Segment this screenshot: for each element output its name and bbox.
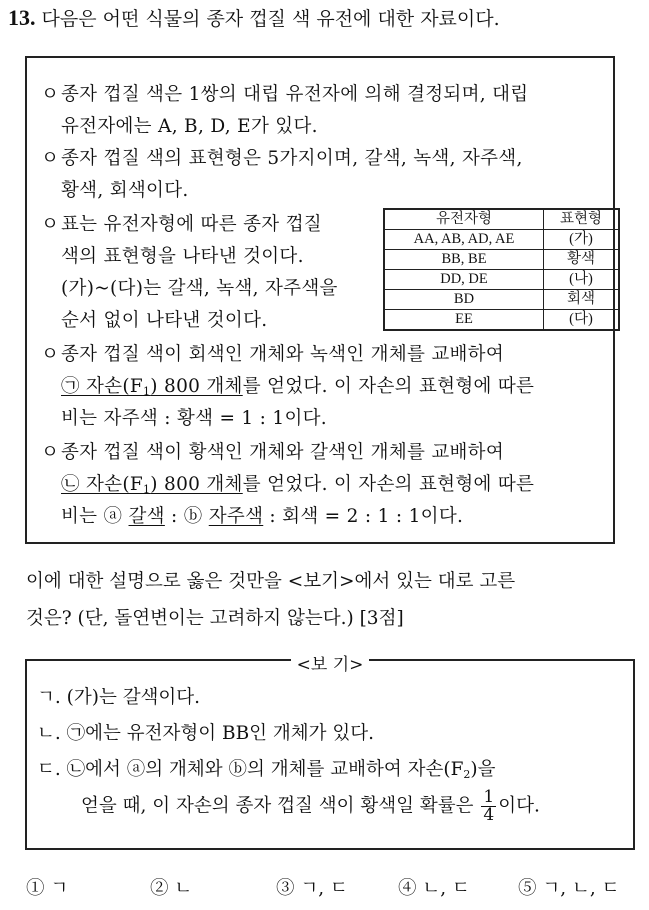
bullet-icon: ㅇ — [41, 84, 60, 105]
info-point-4-line-3: 비는 자주색 : 황색 = 1 : 1이다. — [61, 408, 327, 429]
choice-5[interactable]: ⑤ ㄱ, ㄴ, ㄷ — [518, 878, 620, 899]
info-point-2-line-2: 황색, 회색이다. — [61, 180, 189, 201]
table-cell: AA, AB, AD, AE — [384, 230, 544, 250]
info-point-2-line-1: ㅇ종자 껍질 색의 표현형은 5가지이며, 갈색, 녹색, 자주색, — [41, 144, 523, 170]
offspring-1-label: ㉠ 자손$(F_1)$ 800 개체 — [61, 376, 243, 398]
question-stem: 다음은 어떤 식물의 종자 껍질 색 유전에 대한 자료이다. — [41, 8, 500, 30]
bogi-box — [25, 655, 635, 850]
table-row — [384, 310, 619, 331]
bullet-icon: ㅇ — [41, 214, 60, 235]
brown-label: 갈색 — [128, 506, 165, 527]
bullet-icon: ㅇ — [41, 442, 60, 463]
genotype-table — [383, 208, 620, 331]
table-cell: (나) — [544, 270, 620, 290]
choice-4[interactable]: ④ ㄴ, ㄷ — [398, 878, 470, 899]
table-row — [384, 250, 619, 270]
table-row — [384, 290, 619, 310]
table-row — [384, 270, 619, 290]
fraction: $\frac{1}{4}$ — [483, 787, 495, 825]
bullet-icon: ㅇ — [41, 344, 60, 365]
table-cell: DD, DE — [384, 270, 544, 290]
info-point-1-line-2: 유전자에는 A, B, D, E가 있다. — [61, 116, 318, 137]
choice-1[interactable]: ① ㄱ — [26, 878, 69, 899]
purple-label: 자주색 — [208, 506, 264, 527]
bogi-title: <보 기> — [27, 650, 633, 675]
info-point-5-line-1: ㅇ종자 껍질 색이 황색인 개체와 갈색인 개체를 교배하여 — [41, 438, 504, 464]
bogi-item-c-line-1: ㄷ. ㉡에서 ⓐ의 개체와 ⓑ의 개체를 교배하여 자손$(F_2)$을 — [37, 759, 496, 781]
lead-line-1: 이에 대한 설명으로 옳은 것만을 <보기>에서 있는 대로 고른 — [26, 571, 516, 592]
bogi-item-c-line-2: 얻을 때, 이 자손의 종자 껍질 색이 황색일 확률은 $\frac{1}{4}$ 이다. — [81, 787, 540, 825]
table-cell: 회색 — [544, 290, 620, 310]
table-header-row — [384, 209, 619, 230]
info-point-3-line-2: 색의 표현형을 나타낸 것이다. — [61, 246, 304, 267]
choice-2[interactable]: ② ㄴ — [150, 878, 193, 899]
offspring-2-label: ㉡ 자손$(F_1)$ 800 개체 — [61, 474, 243, 496]
question-number: 13. — [8, 5, 36, 30]
info-point-4-line-1: ㅇ종자 껍질 색이 회색인 개체와 녹색인 개체를 교배하여 — [41, 340, 504, 366]
lead-line-2: 것은? (단, 돌연변이는 고려하지 않는다.) [3점] — [26, 608, 404, 629]
table-cell: (가) — [544, 230, 620, 250]
table-cell: 황색 — [544, 250, 620, 270]
info-point-4-line-2: ㉠ 자손$(F_1)$ 800 개체를 얻었다. 이 자손의 표현형에 따른 — [61, 376, 535, 398]
table-cell: BD — [384, 290, 544, 310]
table-cell: (다) — [544, 310, 620, 331]
table-row — [384, 230, 619, 250]
table-header: 표현형 — [544, 209, 620, 230]
table-cell: EE — [384, 310, 544, 331]
bullet-icon: ㅇ — [41, 148, 60, 169]
info-point-1-line-1: ㅇ종자 껍질 색은 1쌍의 대립 유전자에 의해 결정되며, 대립 — [41, 80, 528, 106]
info-point-5-line-2: ㉡ 자손$(F_1)$ 800 개체를 얻었다. 이 자손의 표현형에 따른 — [61, 474, 535, 496]
table-cell: BB, BE — [384, 250, 544, 270]
info-point-3-line-4: 순서 없이 나타낸 것이다. — [61, 310, 268, 331]
choice-3[interactable]: ③ ㄱ, ㄷ — [276, 878, 348, 899]
bogi-item-b: ㄴ. ㉠에는 유전자형이 BB인 개체가 있다. — [37, 723, 375, 744]
info-point-5-line-3: 비는 ⓐ 갈색 : ⓑ 자주색 : 회색 = 2 : 1 : 1이다. — [61, 506, 464, 527]
info-point-3-line-3: (가)~(다)는 갈색, 녹색, 자주색을 — [61, 278, 338, 299]
table-header: 유전자형 — [384, 209, 544, 230]
info-point-3-line-1: ㅇ표는 유전자형에 따른 종자 껍질 — [41, 210, 322, 236]
bogi-item-a: ㄱ. (가)는 갈색이다. — [37, 687, 201, 708]
question-header — [8, 4, 500, 31]
